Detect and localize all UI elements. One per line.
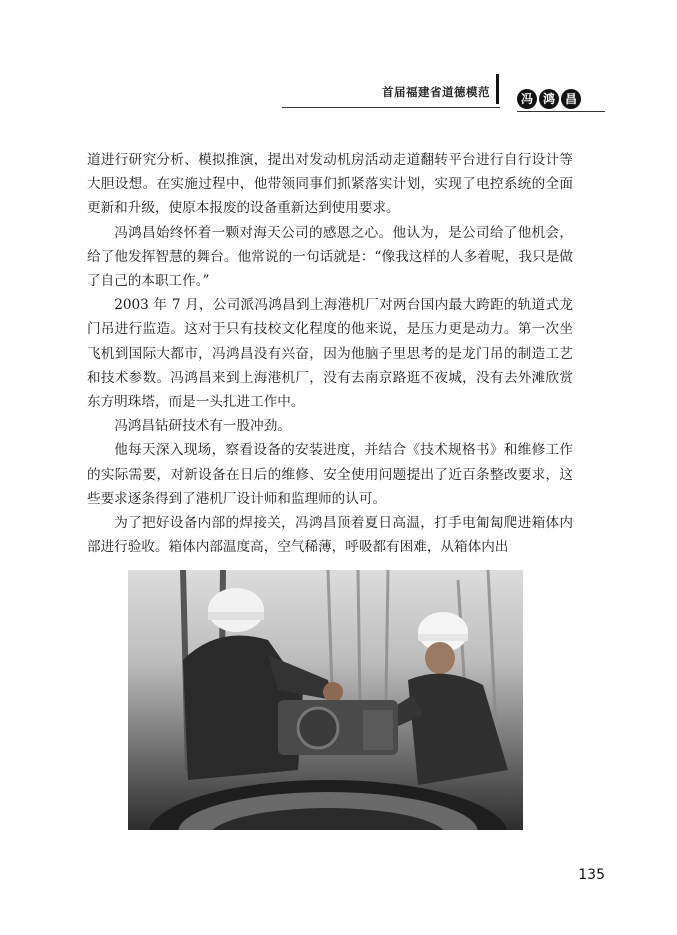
header-rule [282, 107, 500, 108]
paragraph-6: 为了把好设备内部的焊接关，冯鸿昌顶着夏日高温，打手电匍匐爬进箱体内部进行验收。箱体内部温度高，空气稀薄，呼吸都有困难，从箱体内出 [87, 515, 573, 556]
seal-char-2: 鸿 [539, 89, 559, 109]
seal-char-1: 冯 [517, 89, 537, 109]
workers-inspecting-machinery-photo [128, 570, 523, 830]
photo-illustration [128, 570, 523, 830]
paragraph-2: 冯鸿昌始终怀着一颗对海天公司的感恩之心。他认为，是公司给了他机会，给了他发挥智慧的舞台。他常说的一句话就是：“像我这样的人多着呢，我只是做了自己的本职工作。” [87, 224, 573, 290]
name-seal [517, 89, 581, 109]
header-divider-bar [496, 74, 499, 104]
header-rule-right [517, 111, 605, 112]
page-number: 135 [578, 867, 605, 883]
paragraph-5: 他每天深入现场，察看设备的安装进度，并结合《技术规格书》和维修工作的实际需要，对新设备在日后的维修、安全使用问题提出了近百条整改要求，这些要求逐条得到了港机厂设计师和监理师的认可。 [87, 442, 573, 507]
paragraph-1: 道进行研究分析、模拟推演，提出对发动机房活动走道翻转平台进行自行设计等大胆设想。在实施过程中，他带领同事们抓紧落实计划，实现了电控系统的全面更新和升级，使原本报废的设备重新达到使用要求。 [87, 152, 573, 217]
paragraph-4: 冯鸿昌钻研技术有一股冲劲。 [114, 418, 291, 435]
paragraph-3: 2003 年 7 月，公司派冯鸿昌到上海港机厂对两台国内最大跨距的轨道式龙门吊进行监造。这对于只有技校文化程度的他来说，是压力更是动力。第一次坐飞机到国际大都市，冯鸿昌没有兴奋，因为他脑子里思考的是龙门吊的制造工艺和技术参数。冯鸿昌来到上海港机厂，没有去南京路逛不夜城，没有去外滩欣赏东方明珠塔，而是一头扎进工作中。 [87, 297, 573, 411]
body-text [87, 148, 573, 559]
running-header [0, 0, 677, 120]
header-title: 首届福建省道德模范 [382, 85, 490, 99]
seal-char-3: 昌 [561, 89, 581, 109]
